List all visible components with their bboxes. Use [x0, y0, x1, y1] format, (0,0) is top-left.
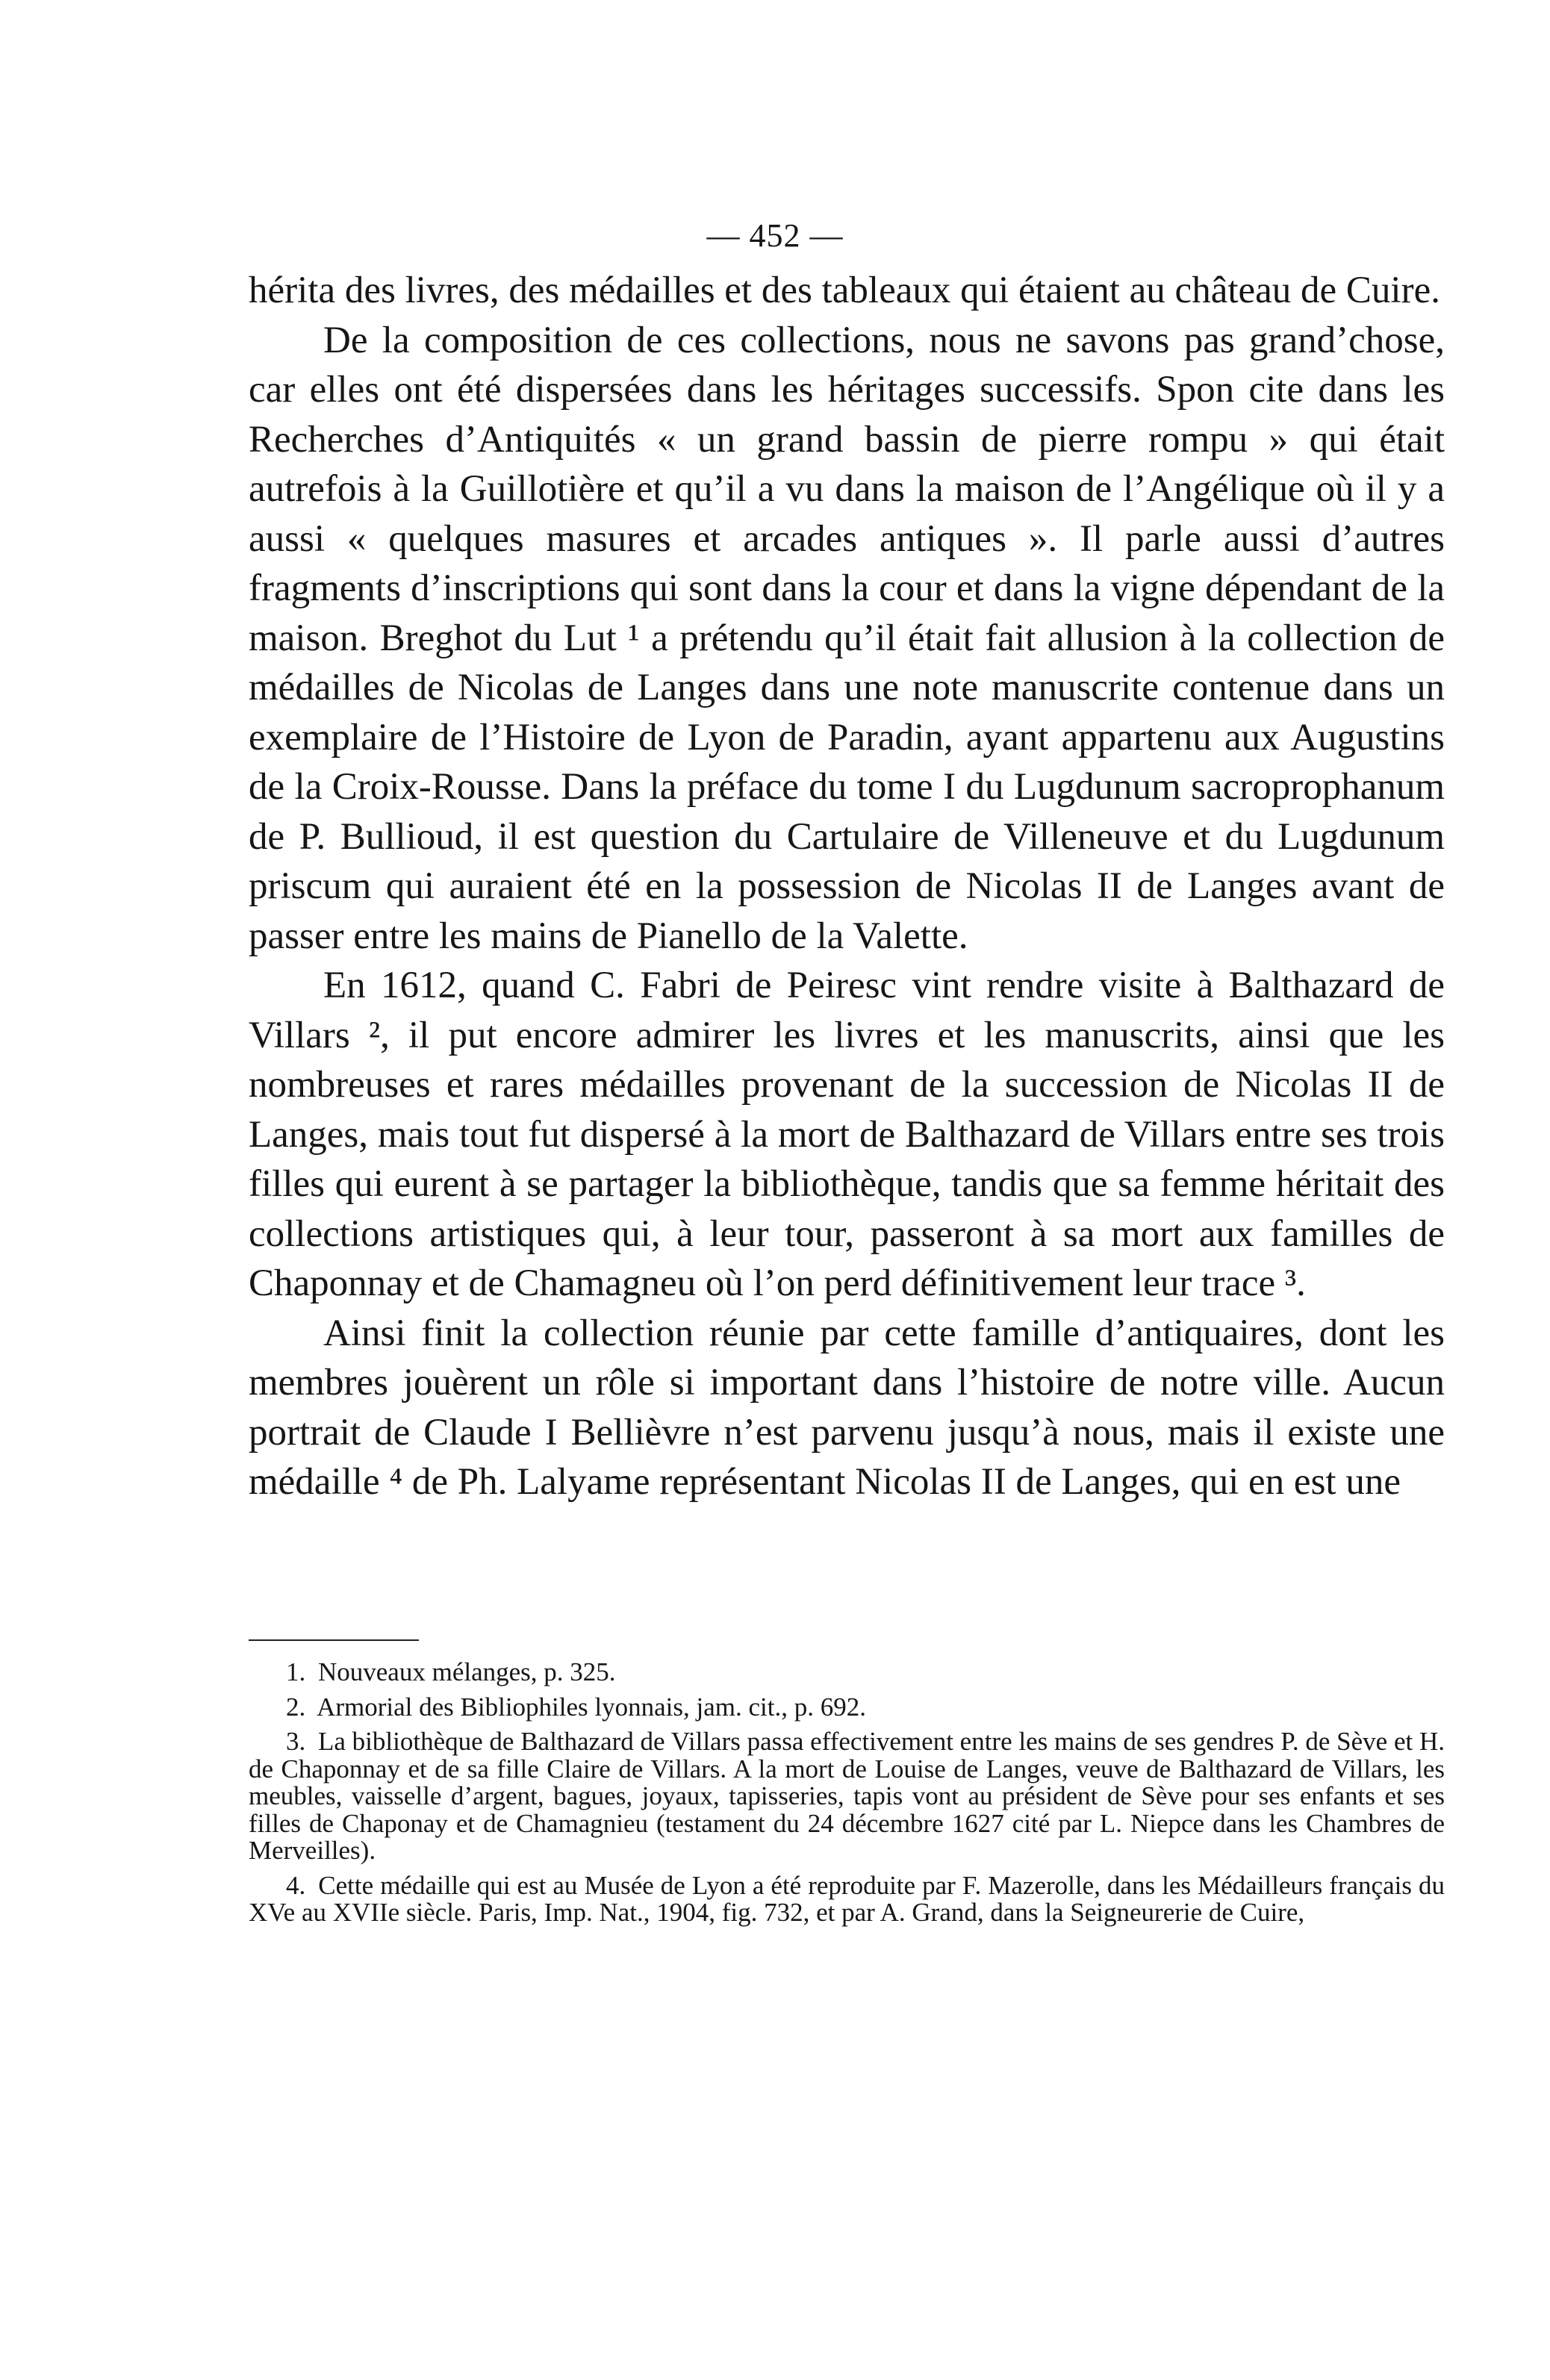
- paragraph: Ainsi finit la collection réunie par cette famille d’antiquaires, dont les membres jouèrent un rôle si important dans l’histoire de notre ville. Aucun portrait de Claude I Bellièvre n’est parvenu jusqu’à nous, mais il existe une médaille ⁴ de Ph. Lalyame représentant Nicolas II de Langes, qui en est une: [249, 1312, 1445, 1503]
- footnote: [249, 1728, 1445, 1865]
- footnote-text: Nouveaux mélanges, p. 325.: [318, 1657, 616, 1686]
- footnote-divider: [249, 1639, 419, 1641]
- footnote: [249, 1659, 1445, 1686]
- footnote-number: 2.: [286, 1692, 306, 1722]
- paragraph: En 1612, quand C. Fabri de Peiresc vint rendre visite à Balthazard de Villars ², il put encore admirer les livres et les manuscrits, ainsi que les nombreuses et rares médailles provenant de la succession de Nicolas II de Langes, mais tout fut dispersé à la mort de Balthazard de Villars entre ses trois filles qui eurent à se partager la bibliothèque, tandis que sa femme héritait des collections artistiques qui, à leur tour, passeront à sa mort aux familles de Chaponnay et de Chamagneu où l’on perd définitivement leur trace ³.: [249, 965, 1445, 1304]
- paragraph: hérita des livres, des médailles et des tableaux qui étaient au château de Cuire.: [249, 270, 1440, 311]
- footnote-text: Armorial des Bibliophiles lyonnais, jam. cit., p. 692.: [317, 1692, 866, 1722]
- footnote-number: 4.: [286, 1870, 306, 1900]
- footnote-number: 1.: [286, 1657, 306, 1686]
- footnote: [249, 1872, 1445, 1927]
- footnotes: [249, 1659, 1445, 1934]
- footnote-text: La bibliothèque de Balthazard de Villars passa effectivement entre les mains de ses gendres P. de Sève et H. de Chaponnay et de sa fille Claire de Villars. A la mort de Louise de Langes, veuve de Balthazard de Villars, les meubles, vaisselle d’argent, bagues, joyaux, tapisseries, tapis vont au président de Sève pour ses enfants et ses filles de Chaponay et de Chamagnieu (testament du 24 décembre 1627 cité par L. Niepce dans les Chambres de Merveilles).: [249, 1727, 1445, 1865]
- paragraph: De la composition de ces collections, nous ne savons pas grand’chose, car elles ont été dispersées dans les héritages successifs. Spon cite dans les Recherches d’Antiquités « un grand bassin de pierre rompu » qui était autrefois à la Guillotière et qu’il a vu dans la maison de l’Angélique où il y a aussi « quelques masures et arcades antiques ». Il parle aussi d’autres fragments d’inscriptions qui sont dans la cour et dans la vigne dépendant de la maison. Breghot du Lut ¹ a prétendu qu’il était fait allusion à la collection de médailles de Nicolas de Langes dans une note manuscrite contenue dans un exemplaire de l’Histoire de Lyon de Paradin, ayant appartenu aux Augustins de la Croix-Rousse. Dans la préface du tome I du Lugdunum sacroprophanum de P. Bullioud, il est question du Cartulaire de Villeneuve et du Lugdunum priscum qui auraient été en la possession de Nicolas II de Langes avant de passer entre les mains de Pianello de la Valette.: [249, 319, 1445, 957]
- footnote-number: 3.: [286, 1727, 306, 1756]
- page-number: — 452 —: [706, 217, 844, 254]
- footnote-text: Cette médaille qui est au Musée de Lyon a été reproduite par F. Mazerolle, dans les Médailleurs français du XVe au XVIIe siècle. Paris, Imp. Nat., 1904, fig. 732, et par A. Grand, dans la Seigneurerie de Cuire,: [249, 1870, 1445, 1927]
- footnote: [249, 1694, 1445, 1722]
- main-text: [249, 266, 1445, 1507]
